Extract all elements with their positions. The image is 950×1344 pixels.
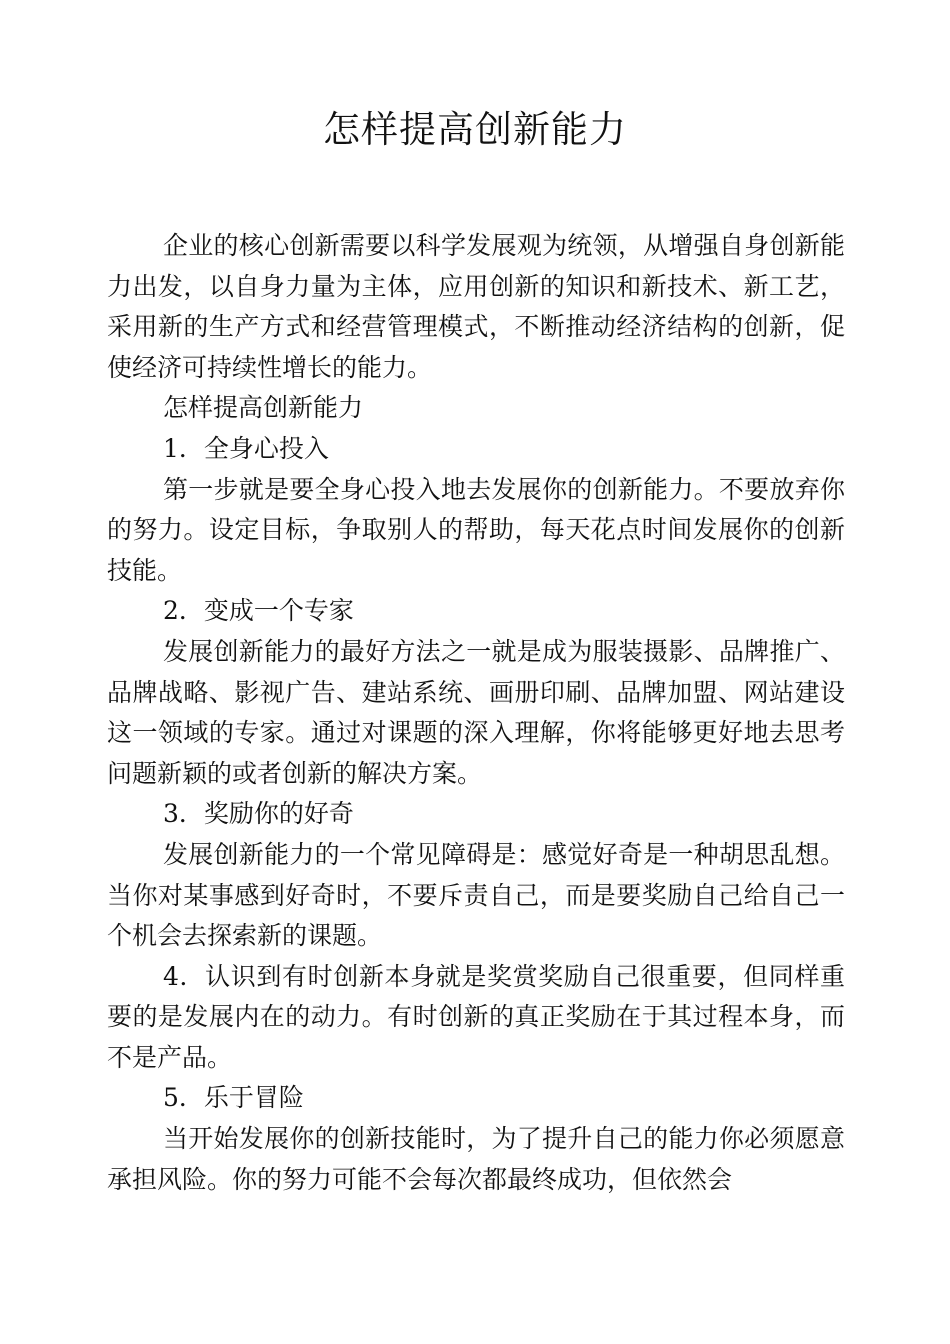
section-heading: 怎样提高创新能力 (163, 393, 364, 423)
list-item-text-2: 发展创新能力的最好方法之一就是成为服装摄影、品牌推广、品牌战略、影视广告、建站系统、画册印刷、品牌加盟、网站建设这一领域的专家。通过对课题的深入理解，你将能够更好地去思考问题新颖的或者创新的解决方案。 (107, 636, 845, 788)
intro-paragraph: 企业的核心创新需要以科学发展观为统领，从增强自身创新能力出发，以自身力量为主体，应用创新的知识和新技术、新工艺，采用新的生产方式和经营管理模式，不断推动经济结构的创新，促使经济可持续性增长的能力。 (107, 231, 845, 382)
list-item-4: 4．认识到有时创新本身就是奖赏奖励自己很重要，但同样重要的是发展内在的动力。有时创新的真正奖励在于其过程本身，而不是产品。 (107, 961, 845, 1072)
list-item-text-1: 第一步就是要全身心投入地去发展你的创新能力。不要放弃你的努力。设定目标，争取别人的帮助，每天花点时间发展你的创新技能。 (107, 474, 845, 585)
list-item-heading-3: 3．奖励你的好奇 (163, 799, 354, 829)
list-item-heading-1: 1．全身心投入 (163, 433, 329, 463)
list-item-text-3: 发展创新能力的一个常见障碍是：感觉好奇是一种胡思乱想。当你对某事感到好奇时，不要斥责自己，而是要奖励自己给自己一个机会去探索新的课题。 (107, 839, 845, 951)
list-item-heading-5: 5．乐于冒险 (163, 1083, 304, 1113)
list-item-text-5: 当开始发展你的创新技能时，为了提升自己的能力你必须愿意承担风险。你的努力可能不会每次都最终成功，但依然会 (107, 1124, 845, 1194)
list-item-heading-2: 2．变成一个专家 (163, 596, 354, 626)
document-title: 怎样提高创新能力 (323, 108, 627, 151)
document-body (107, 226, 845, 1200)
